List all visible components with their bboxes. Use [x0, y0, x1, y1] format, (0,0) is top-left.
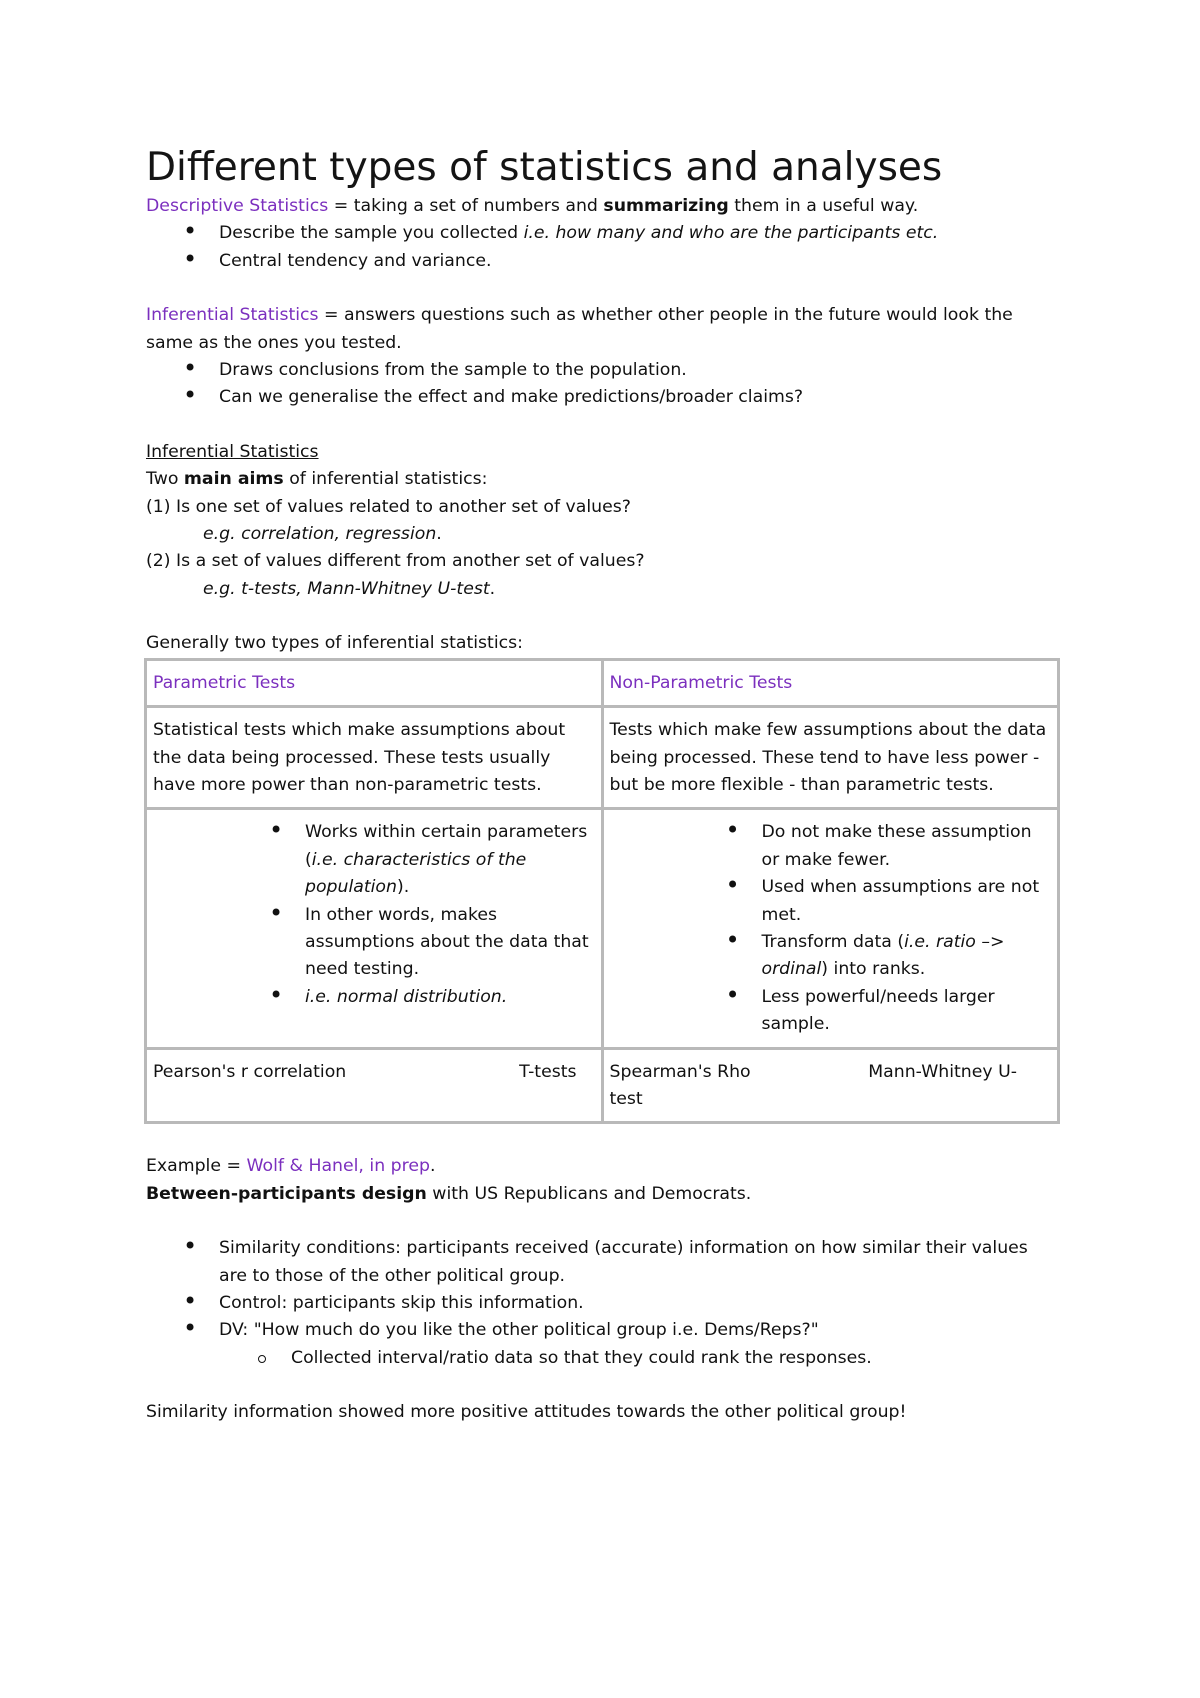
aim-two-example [146, 576, 1060, 603]
descriptive-list [146, 220, 1060, 275]
list-item: • Control: participants skip this information. [219, 1290, 1060, 1317]
list-item-text: ) into ranks. [821, 959, 926, 980]
inferential-rest: = answers questions such as whether other people in the future would look the same as the ones you tested. [146, 305, 1013, 353]
list-item [219, 220, 1060, 247]
inferential-definition [146, 302, 1060, 357]
example-test: Spearman's Rho [609, 1061, 751, 1082]
list-item-italic: i.e. how many and who are the participants etc. [523, 223, 939, 244]
nonparametric-list [610, 819, 1052, 1038]
example-reference: Wolf & Hanel, in prep [246, 1156, 430, 1177]
list-item-text: Transform data ( [761, 931, 905, 952]
aim-two-end: . [489, 578, 496, 599]
list-item: • Similarity conditions: participants received (accurate) information on how similar their values are to those of the other political group. [219, 1235, 1060, 1290]
list-item: • Can we generalise the effect and make predictions/broader claims? [219, 384, 1060, 411]
aim-one-eg: correlation, regression [241, 524, 437, 545]
list-item: • Do not make these assumption or make fewer. [762, 819, 1052, 874]
descriptive-rest: them in a useful way. [728, 196, 919, 216]
aim-one-example [146, 521, 1060, 548]
example-test: T-tests [519, 1061, 577, 1082]
tests-table [144, 658, 1060, 1125]
example-sublist [219, 1345, 1060, 1372]
example-line [146, 1153, 1060, 1180]
example-pair [153, 1059, 595, 1086]
descriptive-eq: = taking a set of numbers and [328, 196, 604, 216]
aims-bold: main aims [183, 469, 284, 490]
table-cell: Tests which make few assumptions about the data being processed. These tend to have less power - but be more flexible - than parametric tests. [602, 707, 1059, 809]
parametric-list [153, 819, 595, 1011]
example-test: Mann-Whitney U- [868, 1061, 1017, 1082]
descriptive-definition [146, 193, 1060, 220]
list-item: • In other words, makes assumptions about the data that need testing. [305, 902, 595, 984]
list-item-italic: i.e. normal distribution. [305, 986, 508, 1007]
list-item [762, 929, 1052, 984]
list-item [219, 248, 1060, 275]
list-item-text: DV: "How much do you like the other political group i.e. Dems/Reps?" [219, 1320, 819, 1341]
page-title: Different types of statistics and analyses [146, 145, 943, 190]
conclusion: Similarity information showed more positive attitudes towards the other political group! [146, 1402, 907, 1423]
list-item: • Used when assumptions are not met. [762, 874, 1052, 929]
descriptive-term: Descriptive Statistics [146, 196, 329, 216]
table-cell [146, 809, 603, 1048]
example-pair [610, 1059, 1052, 1086]
list-item [305, 819, 595, 901]
aim-one: (1) Is one set of values related to another set of values? [146, 496, 631, 517]
example-test: Pearson's r correlation [153, 1061, 347, 1082]
table-cell: Statistical tests which make assumptions about the data being processed. These tests usually have more power than non-parametric tests. [146, 707, 603, 809]
table-row [146, 1048, 1059, 1123]
list-item-italic: i.e. ratio –> ordinal [761, 931, 1005, 980]
example-list [146, 1235, 1060, 1372]
table-cell [602, 1048, 1059, 1123]
list-item: • Less powerful/needs larger sample. [762, 984, 1052, 1039]
design-bold: Between-participants design [146, 1183, 427, 1204]
aims-post: of inferential statistics: [283, 469, 488, 490]
table-header-cell: Non-Parametric Tests [602, 659, 1059, 706]
example-end: . [429, 1156, 436, 1177]
aim-one-end: . [436, 524, 442, 545]
table-row [146, 707, 1059, 809]
design-rest: with US Republicans and Democrats. [426, 1183, 752, 1204]
table-cell [602, 809, 1059, 1048]
example-pre: Example = [146, 1156, 247, 1177]
inferential-term: Inferential Statistics [146, 305, 319, 326]
list-item-text: ). [396, 877, 410, 898]
aims-line [146, 466, 1060, 493]
table-row [146, 809, 1059, 1048]
list-item-italic: i.e. characteristics of the population [305, 849, 527, 898]
section-heading: Inferential Statistics [146, 441, 319, 462]
list-item-text: Works within certain parameters ( [305, 822, 588, 870]
types-intro: Generally two types of inferential statistics: [146, 633, 523, 654]
descriptive-bold: summarizing [603, 196, 729, 216]
table-header-cell: Parametric Tests [146, 659, 603, 706]
aim-one-eg-label: e.g. [203, 524, 242, 545]
list-item: Collected interval/ratio data so that they could rank the responses. [291, 1345, 1060, 1372]
example-test-wrap: test [609, 1088, 643, 1109]
design-line [146, 1181, 1060, 1208]
list-item-text: Describe the sample you collected [219, 223, 524, 244]
inferential-list [146, 357, 1060, 412]
list-item [219, 1317, 1060, 1372]
aim-two-eg: e.g. t-tests, Mann-Whitney U-test [203, 578, 490, 599]
table-row [146, 659, 1059, 706]
list-item-text: Central tendency and variance. [219, 250, 492, 271]
table-cell [146, 1048, 603, 1123]
list-item: • Draws conclusions from the sample to the population. [219, 357, 1060, 384]
aims-pre: Two [146, 469, 184, 490]
aim-two: (2) Is a set of values different from another set of values? [146, 551, 645, 572]
list-item [305, 984, 595, 1011]
